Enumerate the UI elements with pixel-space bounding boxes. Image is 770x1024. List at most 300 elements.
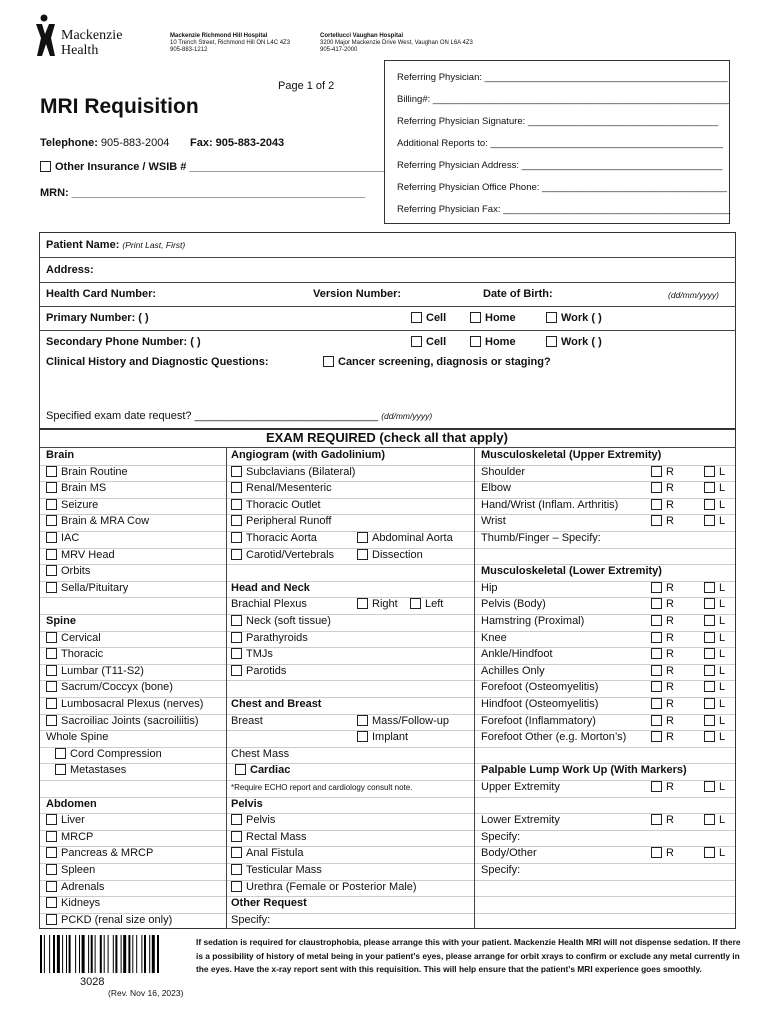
lump-upper-extremity-l[interactable] [704,781,725,793]
upper-wrist-r-label: R [666,515,674,528]
lower-knee-r-checkbox[interactable] [651,632,662,643]
lower-forefoot-osteomyelitis-l-checkbox[interactable] [704,681,715,692]
lump-upper-extremity-r-checkbox[interactable] [651,781,662,792]
primary-home-option[interactable] [470,312,516,324]
lump-lower-extremity: Lower Extremity [481,814,560,827]
secondary-home-checkbox[interactable] [470,336,481,347]
spine-sacroiliac-joints-sacroiliitis-label: Sacroiliac Joints (sacroiliitis) [61,714,199,727]
brain-brain-ms-checkbox[interactable] [46,482,57,493]
lower-forefoot-osteomyelitis: Forefoot (Osteomyelitis) [481,681,599,694]
patient-name-label: Patient Name: [46,239,120,251]
lower-forefoot-inflammatory-r-label: R [666,714,674,727]
abdomen-liver-checkbox[interactable] [46,814,57,825]
pelvis-title: Pelvis [231,797,263,810]
lower-hindfoot-osteomyelitis-l-checkbox[interactable] [704,698,715,709]
headneck-tmjs[interactable] [231,648,273,660]
upper-wrist-r[interactable] [651,515,674,527]
spine-lumbar-t11-s2[interactable] [46,665,144,677]
lower-hindfoot-osteomyelitis-r[interactable] [651,698,674,710]
barcode-bar [66,935,67,973]
pelvis-rectal-mass-checkbox[interactable] [231,831,242,842]
breast-implant-checkbox[interactable] [357,731,368,742]
abdomen-pckd-renal-size-only[interactable] [46,914,172,926]
brain-seizure[interactable] [46,499,98,511]
brain-sella-pituitary-checkbox[interactable] [46,582,57,593]
lower-ankle-hindfoot-l[interactable] [704,648,725,660]
lower-hip-l[interactable] [704,582,725,594]
lower-ankle-hindfoot-l-label: L [719,648,726,661]
lower-forefoot-other-e-g-morton-s-r[interactable] [651,731,674,743]
head-neck-title: Head and Neck [231,581,310,594]
cardiac-checkbox[interactable] [235,764,246,775]
secondary-number-field[interactable]: Secondary Phone Number: ( ) [46,336,201,348]
abdomen-mrcp-label: MRCP [61,830,94,843]
primary-cell-option[interactable] [411,312,446,324]
upper-elbow-r-checkbox[interactable] [651,482,662,493]
upper-extremity-title: Musculoskeletal (Upper Extremity) [481,449,662,461]
lump-upper-extremity-r[interactable] [651,781,674,793]
additional-reports-field[interactable]: Additional Reports to: ____________________________________________ [397,138,723,149]
lower-forefoot-other-e-g-morton-s-l[interactable] [704,731,725,743]
angio-abdominal-aorta[interactable] [357,532,453,544]
breast-mass-follow-up[interactable] [357,715,449,727]
headneck-parotids[interactable] [231,665,286,677]
lower-forefoot-inflammatory-r[interactable] [651,715,674,727]
pelvis-anal-fistula-label: Anal Fistula [246,847,304,860]
brain-sella-pituitary[interactable] [46,582,128,594]
spine-lumbosacral-plexus-nerves-checkbox[interactable] [46,698,57,709]
lower-hamstring-proximal-l-label: L [719,615,726,627]
angio-thoracic-aorta[interactable] [231,532,317,544]
brain-sella-pituitary-label: Sella/Pituitary [61,581,129,594]
brain-brain-mra-cow[interactable] [46,515,149,527]
lower-knee-l-checkbox[interactable] [704,632,715,643]
lower-forefoot-inflammatory-l[interactable] [704,715,725,727]
brachial-right-checkbox[interactable] [357,598,368,609]
abdomen-spleen-label: Spleen [61,864,96,876]
primary-cell-checkbox[interactable] [411,312,422,323]
abdomen-kidneys[interactable] [46,897,100,909]
angio-abdominal-aorta-label: Abdominal Aorta [372,532,453,544]
upper-shoulder-l-label: L [719,465,726,478]
cardiac-option[interactable] [235,764,290,776]
abdomen-adrenals-label: Adrenals [61,880,105,893]
lower-hip: Hip [481,581,498,594]
lower-knee-l[interactable] [704,632,725,644]
barcode-bar [115,935,117,973]
lower-forefoot-other-e-g-morton-s: Forefoot Other (e.g. Morton’s) [481,731,627,744]
secondary-cell-checkbox[interactable] [411,336,422,347]
lower-hip-r[interactable] [651,582,674,594]
whole-spine-cord-compression-label: Cord Compression [70,747,162,760]
lower-knee-r[interactable] [651,632,674,644]
barcode-bar [108,935,109,973]
barcode-bar [141,935,142,973]
cancer-screening-option[interactable] [323,356,551,368]
abdomen-liver-label: Liver [61,814,85,827]
brain-seizure-checkbox[interactable] [46,499,57,510]
abdomen-adrenals-checkbox[interactable] [46,881,57,892]
brain-orbits-label: Orbits [61,565,91,578]
lower-hamstring-proximal: Hamstring (Proximal) [481,615,585,627]
lump-lower-extremity-r-label: R [666,814,674,827]
chest-breast-title: Chest and Breast [231,698,322,710]
abdomen-mrcp[interactable] [46,831,93,843]
barcode-bar [79,935,80,973]
angio-thoracic-outlet-label: Thoracic Outlet [246,498,321,511]
lower-hip-l-checkbox[interactable] [704,582,715,593]
angio-subclavians-bilateral[interactable] [231,466,355,478]
barcode-number: 3028 [80,976,105,988]
whole-spine-metastases-checkbox[interactable] [55,764,66,775]
breast-mass-follow-up-checkbox[interactable] [357,715,368,726]
lower-forefoot-inflammatory-r-checkbox[interactable] [651,715,662,726]
revision-date: (Rev. Nov 16, 2023) [108,988,184,998]
brain-orbits-checkbox[interactable] [46,565,57,576]
exam-date-label: Specified exam date request? ______________________________ [46,410,379,422]
version-field[interactable]: Version Number: [313,288,402,300]
lower-hindfoot-osteomyelitis-r-label: R [666,698,674,710]
brain-brain-mra-cow-checkbox[interactable] [46,515,57,526]
upper-elbow: Elbow [481,482,511,495]
lump-body-other-r[interactable] [651,847,674,859]
barcode [40,935,186,973]
brain-brain-mra-cow-label: Brain & MRA Cow [61,515,150,528]
upper-elbow-r-label: R [666,482,674,495]
upper-hand-wrist-inflam-arthritis-l[interactable] [704,499,725,511]
dob-format: (dd/mm/yyyy) [668,290,719,300]
lower-achilles-only-r[interactable] [651,665,674,677]
secondary-home-label: Home [485,336,516,348]
breast-implant[interactable] [357,731,408,743]
telephone [40,137,169,149]
angiogram-title: Angiogram (with Gadolinium) [231,449,385,461]
headneck-tmjs-checkbox[interactable] [231,648,242,659]
barcode-bar [128,935,130,973]
angio-peripheral-runoff[interactable] [231,515,331,527]
brain-brain-routine[interactable] [46,466,128,478]
headneck-parathyroids-checkbox[interactable] [231,632,242,643]
lower-forefoot-inflammatory: Forefoot (Inflammatory) [481,714,596,727]
spine-lumbar-t11-s2-label: Lumbar (T11-S2) [61,664,144,677]
spine-sacrum-coccyx-bone-label: Sacrum/Coccyx (bone) [61,681,173,694]
barcode-bar [132,935,133,973]
lower-hamstring-proximal-r[interactable] [651,615,674,627]
upper-hand-wrist-inflam-arthritis-r-label: R [666,498,674,511]
abdomen-liver[interactable] [46,814,85,826]
lower-achilles-only-r-label: R [666,664,674,677]
lower-pelvis-body: Pelvis (Body) [481,598,546,611]
angio-thoracic-aorta-checkbox[interactable] [231,532,242,543]
barcode-bar [57,935,60,973]
lower-ankle-hindfoot-r[interactable] [651,648,674,660]
brachial-left-checkbox[interactable] [410,598,421,609]
physician-address-field[interactable]: Referring Physician Address: ______________________________________ [397,160,723,171]
referring-fields [397,67,730,221]
upper-wrist: Wrist [481,515,506,528]
lower-achilles-only-l-label: L [719,664,726,677]
abdomen-adrenals[interactable] [46,881,104,893]
upper-wrist-l[interactable] [704,515,725,527]
abdomen-kidneys-checkbox[interactable] [46,897,57,908]
pelvis-pelvis[interactable] [231,814,275,826]
logo-text-line1: Mackenzie [61,28,123,43]
upper-wrist-l-checkbox[interactable] [704,515,715,526]
lower-forefoot-other-e-g-morton-s-r-label: R [666,731,674,744]
lower-hamstring-proximal-r-checkbox[interactable] [651,615,662,626]
dob-field[interactable]: Date of Birth: [483,288,553,300]
brain-brain-ms[interactable] [46,482,106,494]
abdomen-mrcp-checkbox[interactable] [46,831,57,842]
spine-cervical-checkbox[interactable] [46,632,57,643]
brain-brain-ms-label: Brain MS [61,482,107,495]
brain-mrv-head-checkbox[interactable] [46,549,57,560]
physician-signature-field[interactable]: Referring Physician Signature: ____________________________________ [397,116,719,127]
whole-spine-cord-compression-checkbox[interactable] [55,748,66,759]
abdomen-title: Abdomen [46,797,97,810]
telephone-value: 905-883-2004 [100,137,170,149]
primary-work-option[interactable] [546,312,602,324]
lower-forefoot-inflammatory-l-checkbox[interactable] [704,715,715,726]
lower-ankle-hindfoot-r-checkbox[interactable] [651,648,662,659]
lump-body-other-r-label: R [666,847,674,860]
upper-elbow-l[interactable] [704,482,725,494]
spine-thoracic-label: Thoracic [61,648,104,661]
lump-upper-extremity-l-checkbox[interactable] [704,781,715,792]
pelvis-anal-fistula-checkbox[interactable] [231,847,242,858]
pelvis-urethra-female-or-posterior-male[interactable] [231,881,417,893]
abdomen-spleen[interactable] [46,864,95,876]
upper-elbow-r[interactable] [651,482,674,494]
upper-wrist-l-label: L [719,515,726,528]
headneck-neck-soft-tissue-label: Neck (soft tissue) [246,615,331,627]
barcode-bar [62,935,63,973]
headneck-neck-soft-tissue[interactable] [231,615,331,627]
lower-pelvis-body-l[interactable] [704,598,725,610]
whole-spine-metastases[interactable] [55,764,126,776]
angio-renal-mesenteric-checkbox[interactable] [231,482,242,493]
lower-achilles-only-l-checkbox[interactable] [704,665,715,676]
brain-brain-routine-checkbox[interactable] [46,466,57,477]
whole-spine-metastases-label: Metastases [70,764,127,777]
secondary-home-option[interactable] [470,336,516,348]
pelvis-anal-fistula[interactable] [231,847,303,859]
lower-pelvis-body-r-checkbox[interactable] [651,598,662,609]
spine-lumbar-t11-s2-checkbox[interactable] [46,665,57,676]
footer-note: If sedation is required for claustrophobia, please arrange this with your patient. Mackenzie Health MRI will not dispense sedation. If there is a possibility of history of metal being in your patient’s eyes, please arrange for orbit xrays to confirm or exclude any metal currently in the eyes. Have the x-ray report sent with this requisition. This will help ensure that the patient’s MRI experience goes smoothly. [196,937,741,974]
lower-forefoot-osteomyelitis-l-label: L [719,681,726,694]
lump-lower-extremity-l-checkbox[interactable] [704,814,715,825]
exam-date-field[interactable] [46,410,432,422]
barcode-bar [88,935,89,973]
barcode-bar [152,935,155,973]
lower-ankle-hindfoot-r-label: R [666,648,674,661]
lump-upper-extremity: Upper Extremity [481,781,560,793]
primary-home-label: Home [485,312,516,324]
spine-sacroiliac-joints-sacroiliitis[interactable] [46,715,199,727]
barcode-bar [49,935,50,973]
barcode-bar [91,935,93,973]
headneck-parotids-checkbox[interactable] [231,665,242,676]
headneck-neck-soft-tissue-checkbox[interactable] [231,615,242,626]
cancer-screening-checkbox[interactable] [323,356,334,367]
brain-title: Brain [46,449,75,461]
spine-title: Spine [46,615,76,627]
angio-carotid-vertebrals[interactable] [231,549,334,561]
headneck-tmjs-label: TMJs [246,648,273,661]
lower-pelvis-body-r-label: R [666,598,674,611]
lower-forefoot-osteomyelitis-l[interactable] [704,681,725,693]
other-insurance-checkbox[interactable] [40,161,51,172]
lower-hindfoot-osteomyelitis-l[interactable] [704,698,725,710]
lower-ankle-hindfoot-l-checkbox[interactable] [704,648,715,659]
lower-forefoot-osteomyelitis-r-checkbox[interactable] [651,681,662,692]
angio-thoracic-outlet-checkbox[interactable] [231,499,242,510]
upper-elbow-l-checkbox[interactable] [704,482,715,493]
lump-body-other-r-checkbox[interactable] [651,847,662,858]
address-field[interactable]: Address: [46,264,94,276]
pelvis-pelvis-checkbox[interactable] [231,814,242,825]
brain-mrv-head[interactable] [46,549,115,561]
abdomen-pckd-renal-size-only-label: PCKD (renal size only) [61,913,173,926]
upper-hand-wrist-inflam-arthritis-l-checkbox[interactable] [704,499,715,510]
lower-pelvis-body-l-checkbox[interactable] [704,598,715,609]
upper-wrist-r-checkbox[interactable] [651,515,662,526]
primary-cell-label: Cell [426,312,447,324]
brain-orbits[interactable] [46,565,90,577]
lump-body-other: Body/Other [481,847,537,860]
lump-lower-extremity-l[interactable] [704,814,725,826]
barcode-bar [121,935,122,973]
spine-lumbosacral-plexus-nerves[interactable] [46,698,203,710]
abdomen-pancreas-mrcp-label: Pancreas & MRCP [61,847,154,860]
spine-thoracic[interactable] [46,648,103,660]
lower-hamstring-proximal-l[interactable] [704,615,725,627]
fax: Fax: 905-883-2043 [190,137,285,149]
upper-hand-wrist-inflam-arthritis-r[interactable] [651,499,674,511]
barcode-bar [100,935,102,973]
barcode-bar [69,935,71,973]
mrn-field[interactable]: MRN: ________________________________________________ [40,187,366,199]
brachial-right[interactable] [357,598,398,610]
secondary-cell-option[interactable] [411,336,446,348]
upper-shoulder-l[interactable] [704,466,725,478]
secondary-work-option[interactable] [546,336,602,348]
brain-seizure-label: Seizure [61,498,99,511]
logo-text-line2: Health [61,43,99,58]
lower-hindfoot-osteomyelitis-r-checkbox[interactable] [651,698,662,709]
lump-upper-extremity-l-label: L [719,781,726,793]
lump-lower-extremity-r-checkbox[interactable] [651,814,662,825]
brain-iac[interactable] [46,532,79,544]
health-card-field[interactable]: Health Card Number: [46,288,157,300]
whole-spine-cord-compression[interactable] [55,748,162,760]
secondary-work-checkbox[interactable] [546,336,557,347]
lower-forefoot-other-e-g-morton-s-l-label: L [719,731,726,744]
primary-work-checkbox[interactable] [546,312,557,323]
abdomen-spleen-checkbox[interactable] [46,864,57,875]
angio-dissection-checkbox[interactable] [357,549,368,560]
spine-cervical[interactable] [46,632,101,644]
pelvis-testicular-mass[interactable] [231,864,322,876]
primary-number-field[interactable]: Primary Number: ( ) [46,312,149,324]
abdomen-pancreas-mrcp-checkbox[interactable] [46,847,57,858]
abdomen-pckd-renal-size-only-checkbox[interactable] [46,914,57,925]
headneck-parotids-label: Parotids [246,664,287,677]
lower-achilles-only-l[interactable] [704,665,725,677]
lower-forefoot-other-e-g-morton-s-r-checkbox[interactable] [651,731,662,742]
abdomen-pancreas-mrcp[interactable] [46,847,153,859]
exam-header: EXAM REQUIRED (check all that apply) [266,430,508,445]
physician-office-phone-field[interactable]: Referring Physician Office Phone: ___________________________________ [397,182,727,193]
lower-hip-r-label: R [666,581,674,594]
spine-sacrum-coccyx-bone[interactable] [46,681,173,693]
spine-sacrum-coccyx-bone-checkbox[interactable] [46,681,57,692]
barcode-bar [136,935,137,973]
other-insurance[interactable] [40,161,385,173]
lower-hamstring-proximal-l-checkbox[interactable] [704,615,715,626]
upper-shoulder-r-checkbox[interactable] [651,466,662,477]
hospital-1-address: 10 Trench Street, Richmond Hill ON L4C 4Z3 [170,40,291,46]
barcode-bar [157,935,159,973]
other-request-specify: Specify: [231,913,271,926]
angio-dissection-label: Dissection [372,548,423,561]
angio-dissection[interactable] [357,549,423,561]
upper-shoulder-l-checkbox[interactable] [704,466,715,477]
lower-achilles-only: Achilles Only [481,664,545,677]
lump-lower-extremity-r[interactable] [651,814,674,826]
breast-implant-label: Implant [372,731,409,744]
physician-fax-field[interactable]: Referring Physician Fax: ___________________________________________ [397,204,731,215]
hospital-1-name: Mackenzie Richmond Hill Hospital [170,33,268,39]
spine-sacroiliac-joints-sacroiliitis-checkbox[interactable] [46,715,57,726]
lower-hip-r-checkbox[interactable] [651,582,662,593]
angio-carotid-vertebrals-checkbox[interactable] [231,549,242,560]
page-number: Page 1 of 2 [278,80,335,92]
cardiac-note: *Require ECHO report and cardiology consult note. [231,783,413,792]
upper-shoulder-r[interactable] [651,466,674,478]
patient-name-field[interactable] [46,239,185,251]
referring-physician-field[interactable]: Referring Physician: ______________________________________________ [397,72,728,83]
angio-subclavians-bilateral-checkbox[interactable] [231,466,242,477]
lower-achilles-only-r-checkbox[interactable] [651,665,662,676]
primary-home-checkbox[interactable] [470,312,481,323]
lump-body-other-l[interactable] [704,847,725,859]
spine-thoracic-checkbox[interactable] [46,648,57,659]
angio-renal-mesenteric[interactable] [231,482,332,494]
billing-field[interactable]: Billing#: ________________________________________________________ [397,94,729,105]
upper-hand-wrist-inflam-arthritis-r-checkbox[interactable] [651,499,662,510]
headneck-parathyroids[interactable] [231,632,308,644]
angio-peripheral-runoff-checkbox[interactable] [231,515,242,526]
angio-peripheral-runoff-label: Peripheral Runoff [246,515,332,528]
angio-abdominal-aorta-checkbox[interactable] [357,532,368,543]
lump-body-other-l-checkbox[interactable] [704,847,715,858]
pelvis-urethra-female-or-posterior-male-checkbox[interactable] [231,881,242,892]
angio-thoracic-outlet[interactable] [231,499,321,511]
pelvis-testicular-mass-checkbox[interactable] [231,864,242,875]
brain-iac-checkbox[interactable] [46,532,57,543]
lower-pelvis-body-r[interactable] [651,598,674,610]
barcode-bar [75,935,76,973]
lower-forefoot-other-e-g-morton-s-l-checkbox[interactable] [704,731,715,742]
lower-forefoot-osteomyelitis-r[interactable] [651,681,674,693]
brachial-left[interactable] [410,598,443,610]
pelvis-rectal-mass[interactable] [231,831,307,843]
page-title: MRI Requisition [40,95,199,118]
hospital-1 [170,33,290,54]
clinical-history-field[interactable]: Clinical History and Diagnostic Questions: [46,356,269,368]
